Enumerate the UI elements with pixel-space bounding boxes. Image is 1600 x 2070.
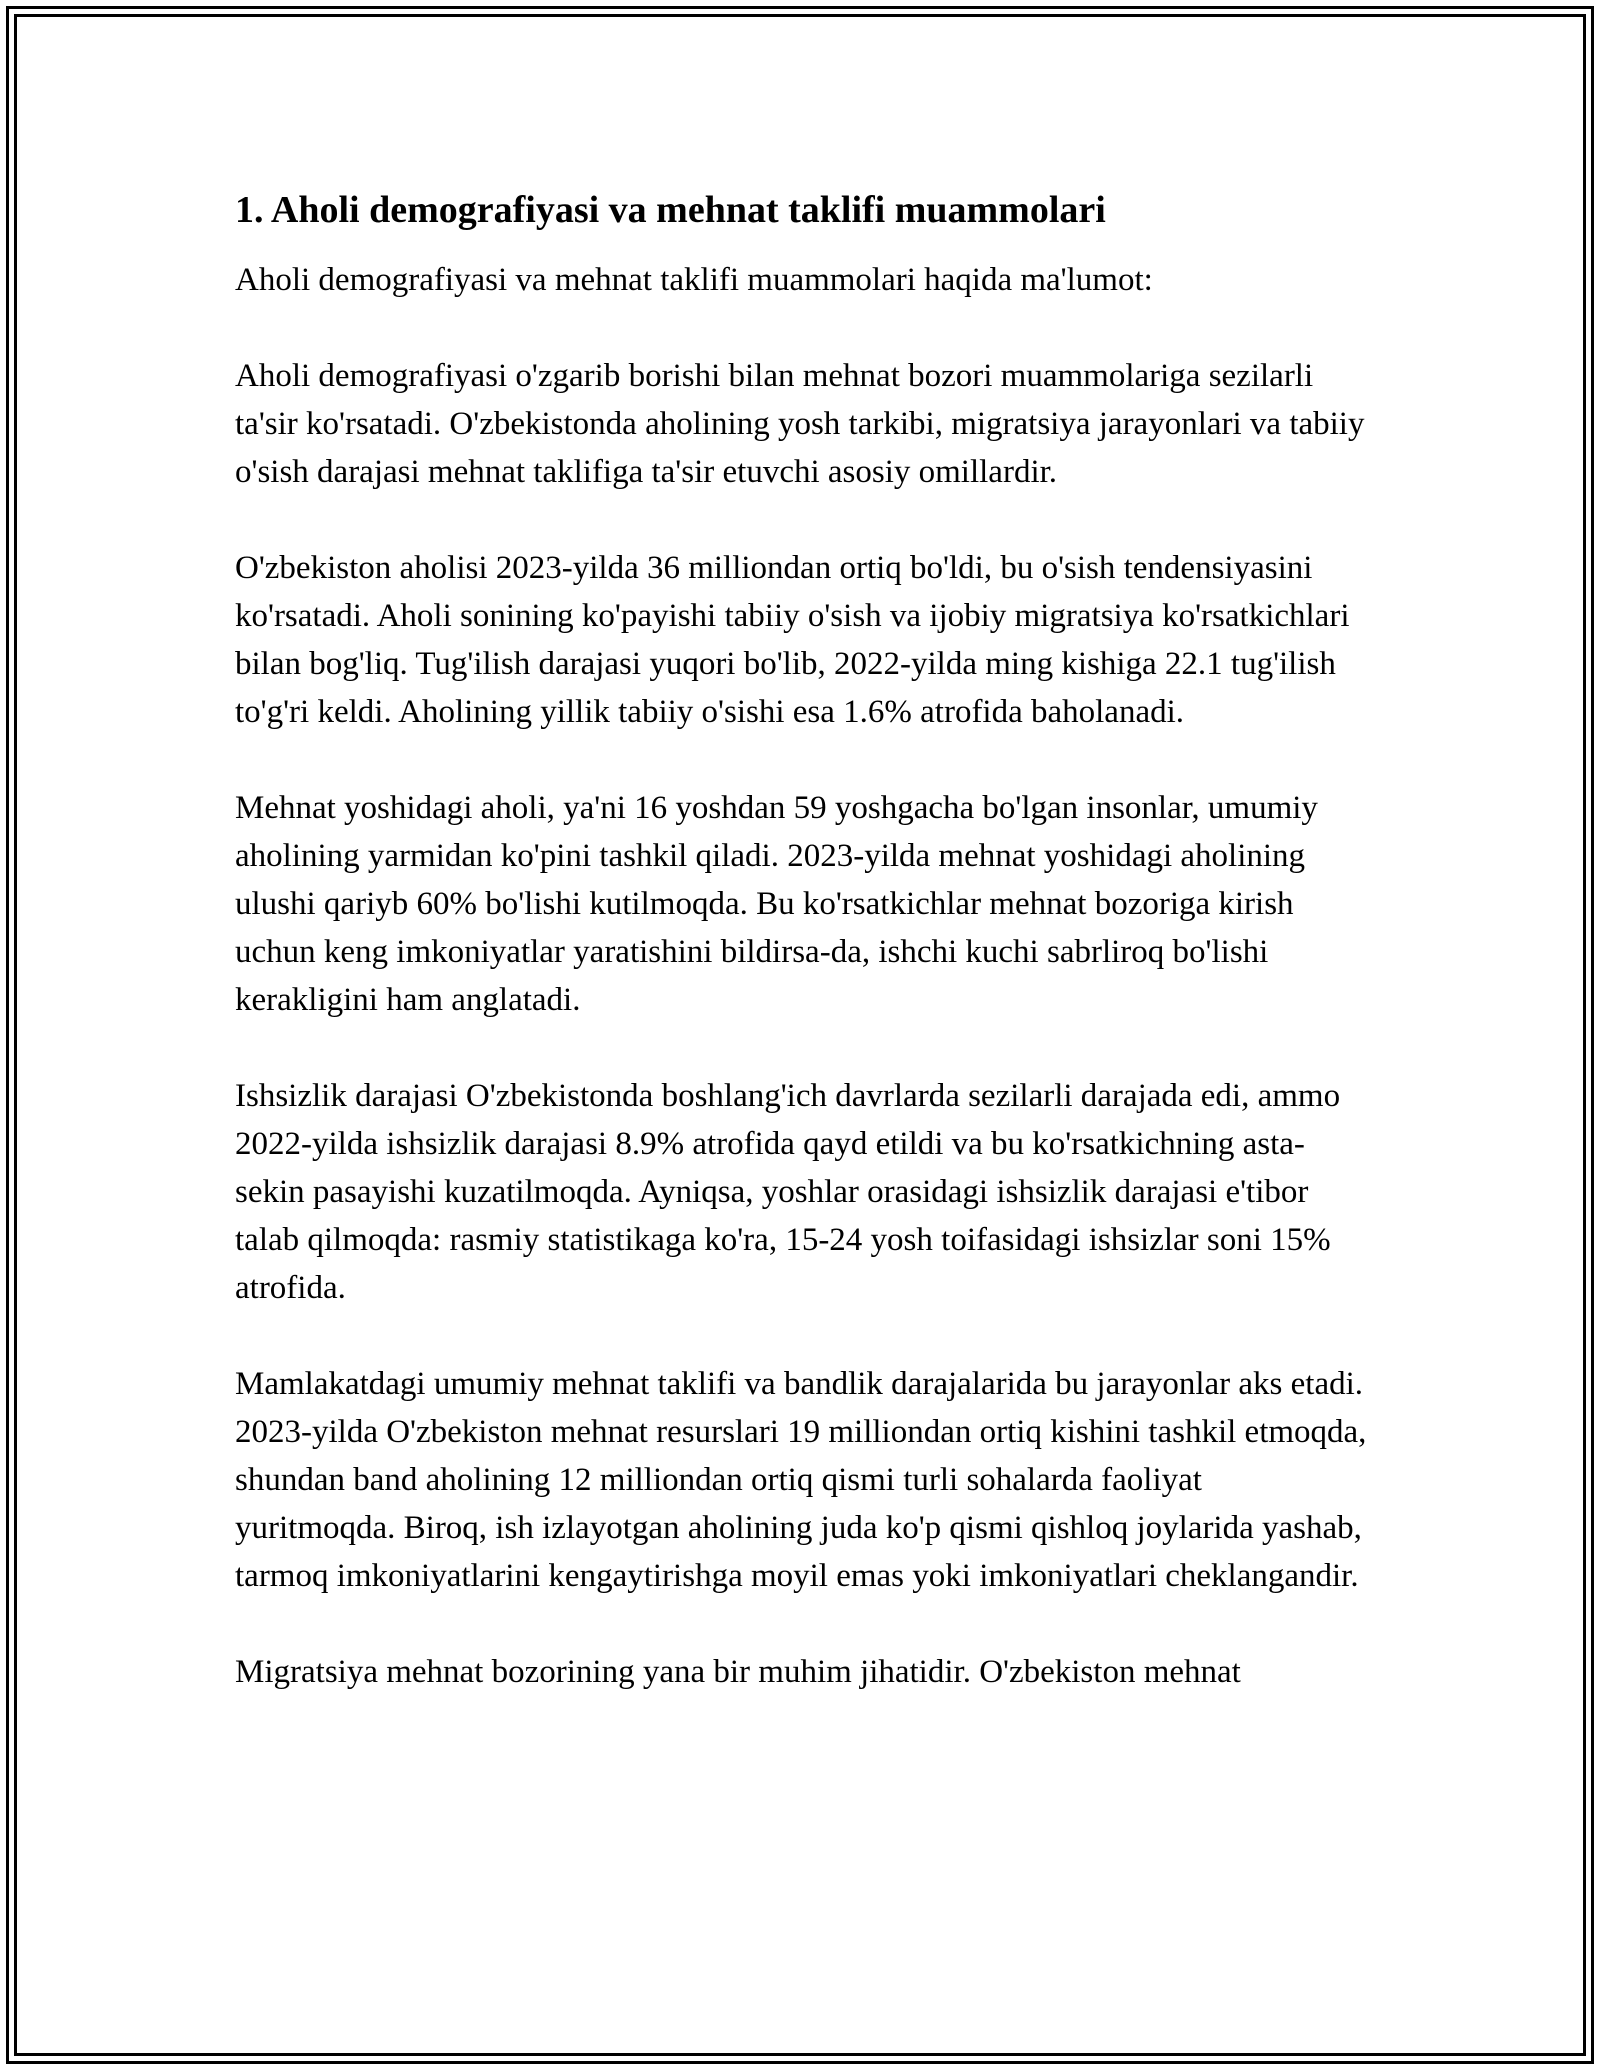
paragraph-migration: Migratsiya mehnat bozorining yana bir muhim jihatidir. O'zbekiston mehnat bbox=[235, 1653, 1241, 1690]
paragraph-intro: Aholi demografiyasi va mehnat taklifi muammolari haqida ma'lumot: bbox=[235, 261, 1153, 298]
paragraph-working-age: Mehnat yoshidagi aholi, ya'ni 16 yoshdan 59 yoshgacha bo'lgan insonlar, umumiy aholining yarmidan ko'pini tashkil qiladi. 2023-yilda mehnat yoshidagi aholining ulushi qariyb 60% bo'lishi kutilmoqda. Bu ko'rsatkichlar mehnat bozoriga kirish uchun keng imkoniyatlar yaratishini bildirsa-da, ishchi kuchi sabrliroq bo'lishi kerakligini ham anglatadi. bbox=[235, 789, 1318, 1018]
paragraph-demography: Aholi demografiyasi o'zgarib borishi bilan mehnat bozori muammolariga sezilarli ta'sir ko'rsatadi. O'zbekistonda aholining yosh tarkibi, migratsiya jarayonlari va tabiiy o'sish darajasi mehnat taklifiga ta'sir etuvchi asosiy omillardir. bbox=[235, 357, 1365, 490]
paragraph-labor-supply: Mamlakatdagi umumiy mehnat taklifi va bandlik darajalarida bu jarayonlar aks etadi. 2023-yilda O'zbekiston mehnat resurslari 19 milliondan ortiq kishini tashkil etmoqda, shundan band aholining 12 milliondan ortiq qismi turli sohalarda faoliyat yuritmoqda. Biroq, ish izlayotgan aholining juda ko'p qismi qishloq joylarida yashab, tarmoq imkoniyatlarini kengaytirishga moyil emas yoki imkoniyatlari cheklangandir. bbox=[235, 1365, 1367, 1594]
section-heading: 1. Aholi demografiyasi va mehnat taklifi muammolari bbox=[235, 189, 1106, 231]
paragraph-unemployment: Ishsizlik darajasi O'zbekistonda boshlang'ich davrlarda sezilarli darajada edi, ammo 2022-yilda ishsizlik darajasi 8.9% atrofida qayd etildi va bu ko'rsatkichning asta-sekin pasayishi kuzatilmoqda. Ayniqsa, yoshlar orasidagi ishsizlik darajasi e'tibor talab qilmoqda: rasmiy statistikaga ko'ra, 15-24 yosh toifasidagi ishsizlar soni 15% atrofida. bbox=[235, 1077, 1341, 1306]
document-body bbox=[235, 188, 1370, 1744]
paragraph-population: O'zbekiston aholisi 2023-yilda 36 milliondan ortiq bo'ldi, bu o'sish tendensiyasini ko'rsatadi. Aholi sonining ko'payishi tabiiy o'sish va ijobiy migratsiya ko'rsatkichlari bilan bog'liq. Tug'ilish darajasi yuqori bo'lib, 2022-yilda ming kishiga 22.1 tug'ilish to'g'ri keldi. Aholining yillik tabiiy o'sishi esa 1.6% atrofida baholanadi. bbox=[235, 549, 1350, 730]
